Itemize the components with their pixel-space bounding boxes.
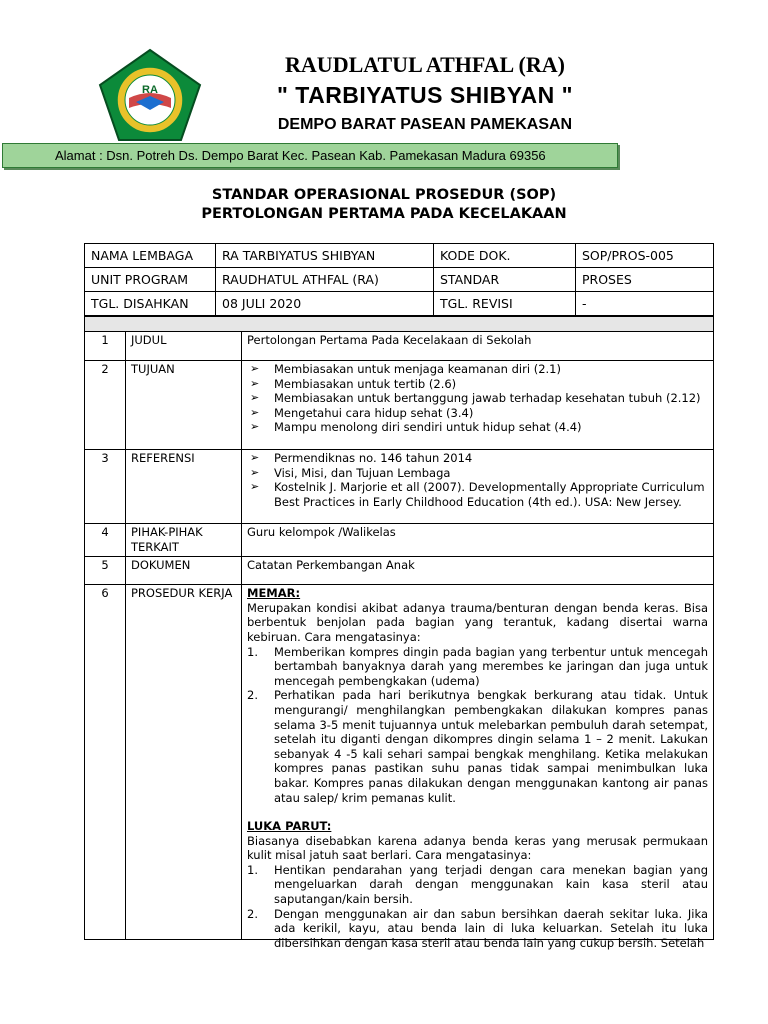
meta-row	[85, 244, 714, 268]
meta-cell: NAMA LEMBAGA	[85, 244, 216, 268]
row-content	[242, 585, 714, 950]
step-text: Memberikan kompres dingin pada bagian yang terbentur untuk mencegah bertambah banyaknya darah yang merembes ke jaringan dan juga untuk mencegah pembengkakan (udema)	[274, 644, 708, 688]
memar-steps	[247, 645, 708, 806]
step-item	[247, 863, 708, 907]
row-label: PROSEDUR KERJA	[126, 585, 242, 940]
meta-cell: RA TARBIYATUS SHIBYAN	[216, 244, 434, 268]
step-text: Hentikan pendarahan yang terjadi dengan cara menekan bagian yang mengeluarkan darah dengan menggunakan kain kasa steril atau saputangan/kain bersih.	[274, 862, 708, 907]
luka-section	[247, 819, 708, 950]
row-number: 1	[85, 332, 126, 361]
luka-heading: LUKA PARUT:	[247, 819, 332, 834]
row-number: 5	[85, 557, 126, 585]
sop-table	[84, 316, 714, 950]
row-content: Catatan Perkembangan Anak	[242, 557, 714, 585]
row-number: 6	[85, 585, 126, 940]
row-judul	[85, 332, 714, 361]
meta-cell: UNIT PROGRAM	[85, 268, 216, 292]
tujuan-list	[247, 362, 708, 435]
row-prosedur	[85, 585, 714, 940]
meta-cell: KODE DOK.	[434, 244, 576, 268]
memar-heading: MEMAR:	[247, 586, 301, 601]
meta-row	[85, 292, 714, 316]
step-text: Perhatikan pada hari berikutnya bengkak berkurang atau tidak. Untuk mengurangi/ menghilangkan pembengkakan dilakukan kompres panas selama 3-5 menit tujuannya untuk melebarkan pembuluh darah setempat, setelah itu diganti dengan dikompres dingin selama 1 – 2 menit. Lakukan sebanyak 4 -5 kali sehari sampai bengkak menghilang. Ketika melakukan kompres panas pastikan suhu panas tidak sampai menimbulkan luka bakar. Kompres panas dilakukan dengan menggunakan kantong air panas atau salep/ krim pemanas kulit.	[274, 688, 708, 805]
row-number: 2	[85, 361, 126, 450]
row-tujuan	[85, 361, 714, 450]
meta-cell: PROSES	[576, 268, 714, 292]
step-number: 2.	[247, 688, 258, 703]
step-item	[247, 907, 708, 951]
row-number: 3	[85, 450, 126, 524]
list-item: ➢ Visi, Misi, dan Tujuan Lembaga	[247, 466, 708, 481]
step-text: Dengan menggunakan air dan sabun bersihkan daerah sekitar luka. Jika ada kerikil, kayu, atau benda lain di luka keluarkan. Setelah itu luka dibersihkan dengan kasa steril atau benda lain yang cukup bersih. Setelah	[274, 906, 708, 950]
list-item: ➢ Membiasakan untuk bertanggung jawab terhadap kesehatan tubuh (2.12)	[247, 391, 708, 406]
referensi-list	[247, 451, 708, 509]
separator-row	[85, 317, 714, 332]
meta-cell: RAUDHATUL ATHFAL (RA)	[216, 268, 434, 292]
step-item	[247, 688, 708, 805]
meta-cell: -	[576, 292, 714, 316]
list-item: ➢ Membiasakan untuk tertib (2.6)	[247, 377, 708, 392]
metadata-table	[84, 243, 714, 316]
luka-intro: Biasanya disebabkan karena adanya benda keras yang merusak permukaan kulit misal jatuh saat berlari. Cara mengatasinya:	[247, 833, 708, 863]
school-location-heading: DEMPO BARAT PASEAN PAMEKASAN	[277, 116, 573, 133]
meta-row	[85, 268, 714, 292]
row-referensi	[85, 450, 714, 524]
list-item: ➢ Kostelnik J. Marjorie et all (2007). Developmentally Appropriate Curriculum Best Practices in Early Childhood Education (4th ed.). USA: New Jersey.	[247, 480, 708, 509]
list-item: ➢ Mengetahui cara hidup sehat (3.4)	[247, 406, 708, 421]
document-title-line1: STANDAR OPERASIONAL PROSEDUR (SOP)	[211, 187, 557, 203]
school-logo	[98, 48, 202, 142]
school-name-heading: " TARBIYATUS SHIBYAN "	[276, 82, 574, 108]
row-content	[242, 450, 714, 524]
step-number: 1.	[247, 644, 258, 659]
document-title-line2: PERTOLONGAN PERTAMA PADA KECELAKAAN	[201, 206, 567, 222]
row-label: TUJUAN	[126, 361, 242, 450]
list-item: ➢ Mampu menolong diri sendiri untuk hidup sehat (4.4)	[247, 420, 708, 435]
row-content: Pertolongan Pertama Pada Kecelakaan di Sekolah	[242, 332, 714, 361]
meta-cell: SOP/PROS-005	[576, 244, 714, 268]
meta-cell: STANDAR	[434, 268, 576, 292]
row-number: 4	[85, 524, 126, 557]
row-dokumen	[85, 557, 714, 585]
step-number: 1.	[247, 862, 258, 877]
step-number: 2.	[247, 906, 258, 921]
row-label: JUDUL	[126, 332, 242, 361]
meta-cell: 08 JULI 2020	[216, 292, 434, 316]
step-item	[247, 645, 708, 689]
meta-cell: TGL. DISAHKAN	[85, 292, 216, 316]
row-content: Guru kelompok /Walikelas	[242, 524, 714, 557]
row-content	[242, 361, 714, 450]
address-bar: Alamat : Dsn. Potreh Ds. Dempo Barat Kec. Pasean Kab. Pamekasan Madura 69356	[2, 143, 618, 168]
memar-intro: Merupakan kondisi akibat adanya trauma/benturan dengan benda keras. Bisa berbentuk benjolan pada bagian yang terantuk, kadang disertai warna kebiruan. Cara mengatasinya:	[247, 600, 708, 644]
list-item: ➢ Membiasakan untuk menjaga keamanan diri (2.1)	[247, 362, 708, 377]
luka-steps	[247, 863, 708, 951]
list-item: ➢ Permendiknas no. 146 tahun 2014	[247, 451, 708, 466]
meta-cell: TGL. REVISI	[434, 292, 576, 316]
row-label: PIHAK-PIHAK TERKAIT	[126, 524, 242, 557]
row-label: REFERENSI	[126, 450, 242, 524]
row-pihak	[85, 524, 714, 557]
row-label: DOKUMEN	[126, 557, 242, 585]
school-type-heading: RAUDLATUL ATHFAL (RA)	[285, 52, 565, 77]
logo-text: RA	[142, 84, 158, 96]
